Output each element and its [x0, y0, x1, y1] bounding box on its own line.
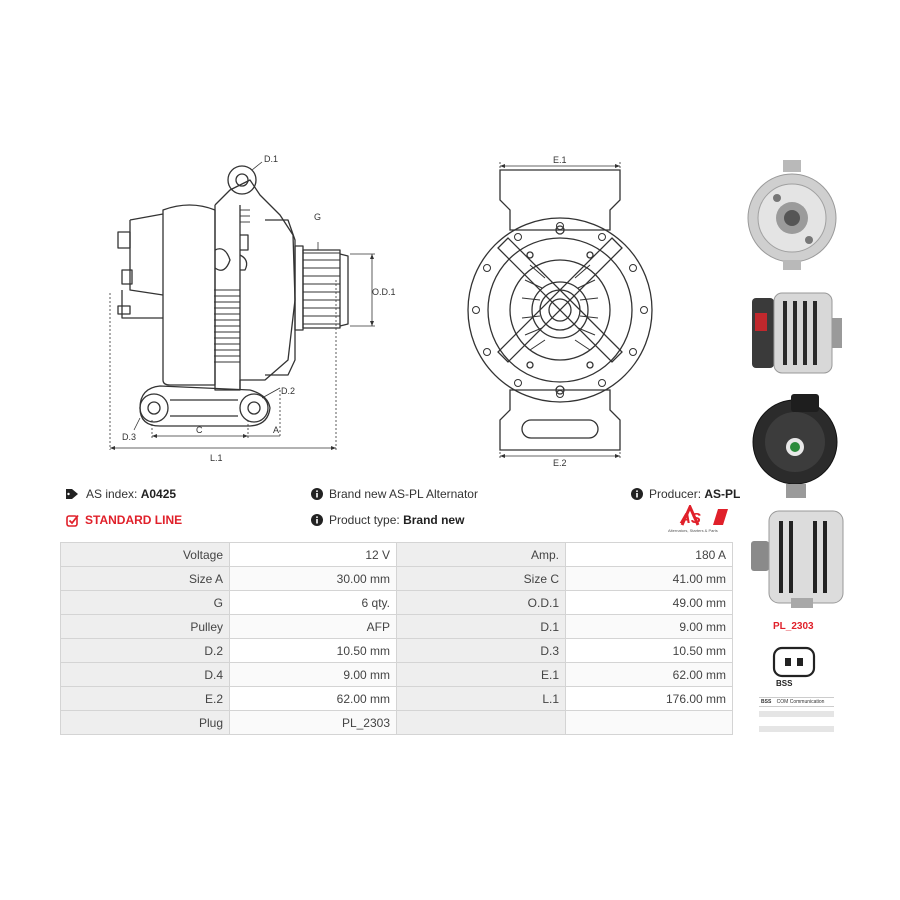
- bss-row-empty-2: [759, 726, 834, 732]
- product-type-line: [311, 513, 464, 527]
- spec-value: 10.50 mm: [566, 639, 733, 663]
- spec-value: 6 qty.: [230, 591, 397, 615]
- bss-row-empty-1: [759, 711, 834, 717]
- spec-label: Amp.: [397, 543, 566, 567]
- info-icon: [311, 488, 323, 500]
- spec-label: L.1: [397, 687, 566, 711]
- spec-value: 49.00 mm: [566, 591, 733, 615]
- spec-row: [61, 639, 733, 663]
- bss-row: [759, 697, 834, 707]
- label-a: A: [273, 425, 280, 435]
- logo-tagline: Alternators, Starters & Parts: [668, 528, 718, 533]
- side-view-drawing: [100, 150, 400, 470]
- spec-label: D.3: [397, 639, 566, 663]
- spec-value: 12 V: [230, 543, 397, 567]
- bss-connector-icon: [771, 645, 817, 679]
- description-line: [311, 487, 478, 501]
- product-type-label: Product type:: [329, 513, 400, 527]
- spec-label: Pulley: [61, 615, 230, 639]
- tags-icon: [66, 488, 80, 500]
- spec-label: O.D.1: [397, 591, 566, 615]
- as-logo-mark: [668, 505, 738, 527]
- product-type-value: Brand new: [403, 513, 465, 527]
- spec-value: 9.00 mm: [230, 663, 397, 687]
- label-g: G: [314, 212, 322, 222]
- label-d2: D.2: [281, 386, 296, 396]
- spec-label: D.2: [61, 639, 230, 663]
- description-text: Brand new AS-PL Alternator: [329, 487, 478, 501]
- bss-row-desc: COM Communication: [776, 699, 825, 705]
- photo-side: [747, 283, 847, 383]
- producer-label: Producer:: [649, 487, 702, 501]
- spec-value: 62.00 mm: [566, 663, 733, 687]
- spec-value: 30.00 mm: [230, 567, 397, 591]
- spec-value: [566, 711, 733, 735]
- label-l1: L.1: [210, 453, 223, 463]
- spec-label: E.1: [397, 663, 566, 687]
- spec-row: [61, 711, 733, 735]
- spec-value: AFP: [230, 615, 397, 639]
- photo-iso: [751, 503, 851, 611]
- spec-row: [61, 687, 733, 711]
- as-index-value: A0425: [140, 487, 177, 501]
- label-e1: E.1: [553, 155, 567, 165]
- spec-value: 62.00 mm: [230, 687, 397, 711]
- standard-line-label: STANDARD LINE: [85, 513, 183, 527]
- label-od1: O.D.1: [372, 287, 396, 297]
- spec-label: G: [61, 591, 230, 615]
- connector-label: BSS: [776, 679, 793, 688]
- bss-row-code: BSS: [761, 699, 772, 705]
- spec-row: [61, 591, 733, 615]
- plug-code: PL_2303: [773, 621, 814, 632]
- photo-back: [751, 392, 841, 502]
- spec-label: E.2: [61, 687, 230, 711]
- spec-label: Plug: [61, 711, 230, 735]
- checkbox-icon: [66, 514, 79, 527]
- spec-value: 10.50 mm: [230, 639, 397, 663]
- spec-value: 9.00 mm: [566, 615, 733, 639]
- spec-row: [61, 543, 733, 567]
- spec-label: D.1: [397, 615, 566, 639]
- info-icon: [311, 514, 323, 526]
- spec-label: Size C: [397, 567, 566, 591]
- label-d3: D.3: [122, 432, 137, 442]
- spec-label: D.4: [61, 663, 230, 687]
- label-d1: D.1: [264, 154, 279, 164]
- spec-table: [60, 542, 733, 735]
- spec-row: [61, 567, 733, 591]
- spec-row: [61, 663, 733, 687]
- spec-value: 41.00 mm: [566, 567, 733, 591]
- as-index-label: AS index:: [86, 487, 138, 501]
- spec-value: PL_2303: [230, 711, 397, 735]
- producer-line: [631, 487, 740, 501]
- info-icon: [631, 488, 643, 500]
- label-e2: E.2: [553, 458, 567, 468]
- as-index-line: [66, 487, 176, 501]
- spec-label: [397, 711, 566, 735]
- spec-row: [61, 615, 733, 639]
- spec-value: 180 A: [566, 543, 733, 567]
- spec-value: 176.00 mm: [566, 687, 733, 711]
- photo-front: [747, 160, 837, 270]
- as-pl-logo: [668, 505, 738, 535]
- spec-label: Size A: [61, 567, 230, 591]
- standard-line: [66, 513, 182, 527]
- front-view-drawing: [450, 150, 670, 470]
- label-c: C: [196, 425, 203, 435]
- spec-label: Voltage: [61, 543, 230, 567]
- producer-value: AS-PL: [704, 487, 741, 501]
- logo-mark-text: AS: [680, 510, 701, 527]
